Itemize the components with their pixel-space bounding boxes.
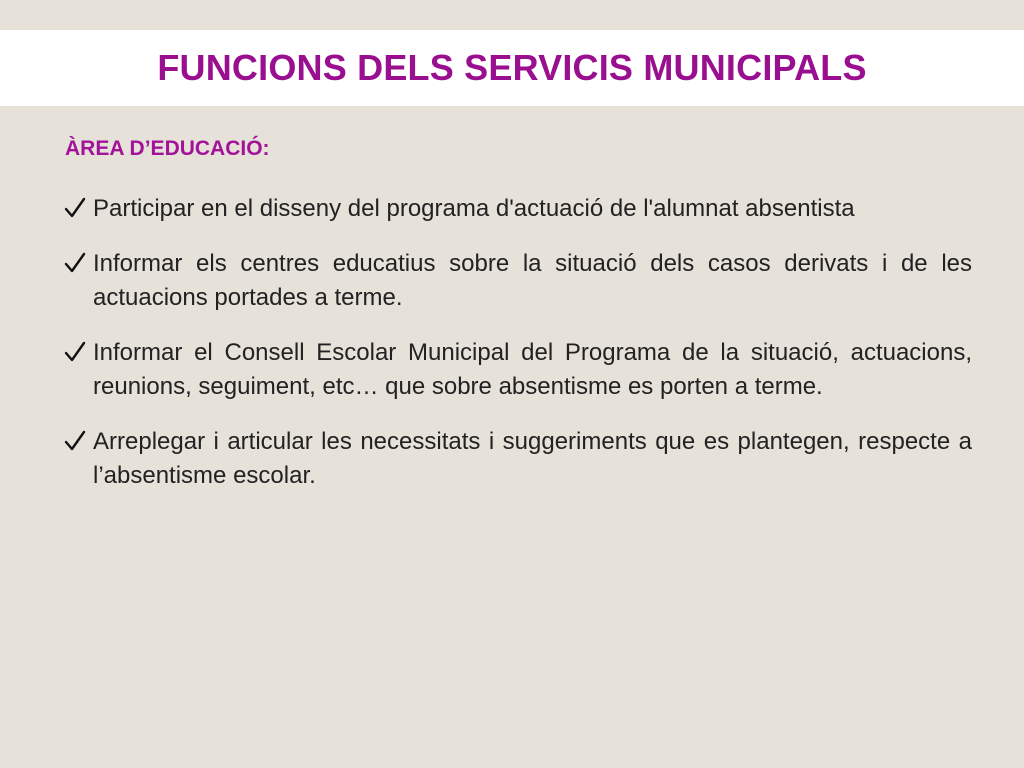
bullet-item	[64, 247, 972, 315]
check-icon	[64, 337, 86, 365]
check-icon	[64, 248, 86, 276]
title-band	[0, 30, 1024, 106]
check-icon	[64, 193, 86, 221]
check-icon	[64, 426, 86, 454]
bullet-item	[64, 192, 972, 226]
bullet-list	[64, 192, 972, 514]
section-heading: ÀREA D’EDUCACIÓ:	[65, 137, 270, 160]
bullet-item	[64, 425, 972, 493]
slide-title: FUNCIONS DELS SERVICIS MUNICIPALS	[157, 47, 867, 88]
bullet-text: Arreplegar i articular les necessitats i suggeriments que es plantegen, respecte a l’absentisme escolar.	[93, 428, 972, 489]
bullet-text: Informar els centres educatius sobre la situació dels casos derivats i de les actuacions portades a terme.	[93, 250, 972, 311]
bullet-text: Informar el Consell Escolar Municipal del Programa de la situació, actuacions, reunions, seguiment, etc… que sobre absentisme es porten a terme.	[93, 339, 972, 400]
bullet-text: Participar en el disseny del programa d'actuació de l'alumnat absentista	[93, 195, 855, 222]
bullet-item	[64, 336, 972, 404]
